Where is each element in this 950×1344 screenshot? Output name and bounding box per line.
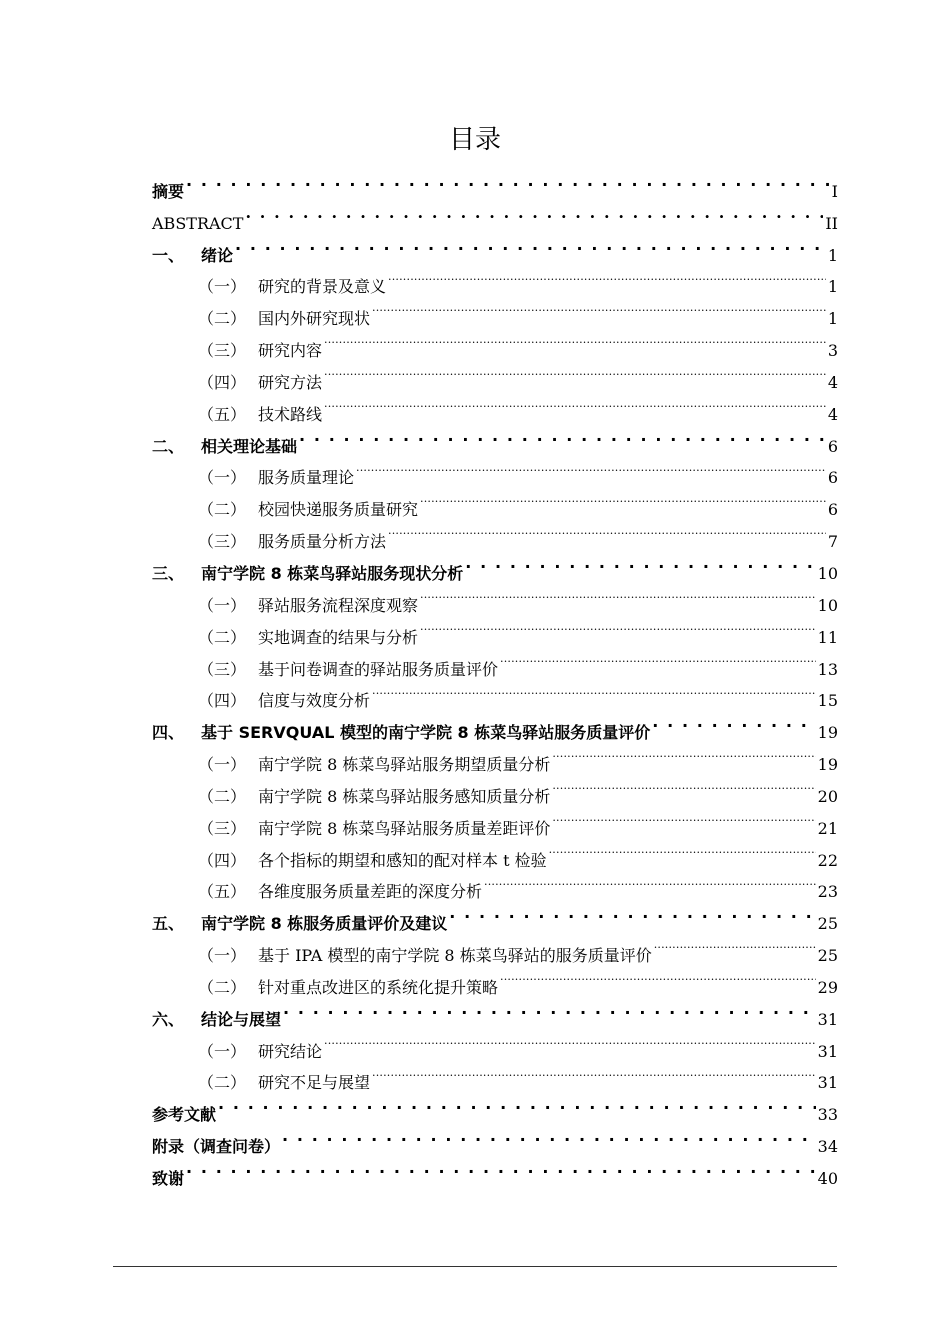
- toc-entry-page-number: 1: [827, 309, 838, 329]
- toc-entry-section[interactable]: [152, 261, 838, 297]
- toc-entry-page-number: 7: [827, 532, 838, 552]
- dot-leader: [324, 388, 826, 420]
- toc-entry-number: 二、: [152, 436, 185, 456]
- toc-entry-label: 校园快递服务质量研究: [258, 500, 419, 520]
- toc-entry-page-number: 11: [817, 627, 838, 647]
- toc-entry-page-number: 31: [817, 1073, 838, 1093]
- dot-leader: [186, 165, 830, 197]
- dot-leader: [420, 579, 816, 611]
- toc-entry-number: （一）: [198, 277, 247, 297]
- toc-entry-page-number: 19: [817, 723, 838, 743]
- toc-entry-number: （二）: [198, 627, 247, 647]
- toc-entry-label: 研究方法: [258, 372, 323, 392]
- toc-entry-number: （五）: [198, 404, 247, 424]
- toc-entry-number: （三）: [198, 659, 247, 679]
- toc-entry-page-number: 31: [817, 1041, 838, 1061]
- toc-entry-page-number: 6: [827, 500, 838, 520]
- toc-entry-label: 各维度服务质量差距的深度分析: [258, 882, 483, 902]
- toc-entry-label: 研究结论: [258, 1041, 323, 1061]
- toc-entry-number: 三、: [152, 563, 185, 583]
- toc-entry-page-number: 3: [827, 341, 838, 361]
- dot-leader: [356, 452, 826, 484]
- toc-entry-number: （一）: [198, 755, 247, 775]
- dot-leader: [654, 929, 816, 961]
- dot-leader: [245, 197, 823, 229]
- footer-divider: [113, 1266, 837, 1267]
- dot-leader: [449, 897, 815, 929]
- toc-entry-number: （五）: [198, 882, 247, 902]
- toc-entry-label: 相关理论基础: [201, 436, 298, 456]
- dot-leader: [324, 1025, 816, 1057]
- toc-entry-page-number: 6: [827, 436, 838, 456]
- toc-entry-label: 南宁学院 8 栋菜鸟驿站服务质量差距评价: [258, 818, 551, 838]
- toc-entry-label: 结论与展望: [201, 1009, 282, 1029]
- toc-entry-label: 研究不足与展望: [258, 1073, 371, 1093]
- toc-entry-label: 研究内容: [258, 341, 323, 361]
- toc-entry-number: （二）: [198, 1073, 247, 1093]
- toc-entry-page-number: 23: [817, 882, 838, 902]
- toc-entry-page-number: 31: [817, 1009, 838, 1029]
- toc-entry-number: （二）: [198, 309, 247, 329]
- toc-entry-label: 南宁学院 8 栋菜鸟驿站服务感知质量分析: [258, 786, 551, 806]
- toc-entry-page-number: I: [831, 181, 838, 201]
- toc-entry-chapter[interactable]: [152, 165, 838, 201]
- toc-entry-page-number: 21: [817, 818, 838, 838]
- dot-leader: [652, 706, 815, 738]
- toc-entry-label: 信度与效度分析: [258, 691, 371, 711]
- toc-entry-number: （四）: [198, 372, 247, 392]
- toc-entry-number: （二）: [198, 786, 247, 806]
- toc-entry-label: 针对重点改进区的系统化提升策略: [258, 977, 499, 997]
- dot-leader: [420, 483, 826, 515]
- toc-entry-label: 实地调查的结果与分析: [258, 627, 419, 647]
- toc-entry-number: 四、: [152, 723, 185, 743]
- toc-entry-chapter[interactable]: [152, 197, 838, 233]
- toc-entry-number: （二）: [198, 500, 247, 520]
- dot-leader: [500, 961, 816, 993]
- toc-entry-number: 一、: [152, 245, 185, 265]
- toc-entry-page-number: 13: [817, 659, 838, 679]
- dot-leader: [282, 1120, 816, 1152]
- toc-entry-label: 服务质量理论: [258, 468, 355, 488]
- toc-entry-number: （三）: [198, 532, 247, 552]
- toc-entry-page-number: 40: [817, 1169, 838, 1188]
- toc-entry-label: 研究的背景及意义: [258, 277, 387, 297]
- dot-leader: [465, 547, 815, 579]
- dot-leader: [372, 1057, 816, 1089]
- dot-leader: [552, 802, 815, 834]
- toc-entry-page-number: 10: [817, 563, 838, 583]
- toc-entry-label: ABSTRACT: [152, 213, 244, 233]
- dot-leader: [218, 1088, 816, 1120]
- toc-entry-page-number: 15: [817, 691, 838, 711]
- dot-leader: [420, 611, 816, 643]
- toc-entry-number: （四）: [198, 691, 247, 711]
- page-title: 目录: [448, 125, 501, 155]
- dot-leader: [484, 866, 816, 898]
- table-of-contents: [152, 165, 838, 1188]
- toc-entry-chapter[interactable]: [152, 229, 838, 265]
- toc-entry-number: （一）: [198, 595, 247, 615]
- toc-entry-number: （三）: [198, 818, 247, 838]
- toc-entry-label: 基于 IPA 模型的南宁学院 8 栋菜鸟驿站的服务质量评价: [258, 946, 652, 966]
- toc-entry-label: 驿站服务流程深度观察: [258, 595, 419, 615]
- toc-entry-number: 六、: [152, 1009, 185, 1029]
- toc-entry-number: （二）: [198, 977, 247, 997]
- toc-entry-page-number: 25: [817, 946, 838, 966]
- toc-entry-number: （三）: [198, 341, 247, 361]
- toc-entry-page-number: 29: [817, 977, 838, 997]
- toc-entry-label: 南宁学院 8 栋菜鸟驿站服务现状分析: [201, 563, 464, 583]
- toc-entry-label: 南宁学院 8 栋服务质量评价及建议: [201, 914, 448, 934]
- dot-leader: [372, 675, 816, 707]
- toc-entry-page-number: 1: [827, 277, 838, 297]
- dot-leader: [235, 229, 826, 261]
- toc-entry-number: （四）: [198, 850, 247, 870]
- dot-leader: [324, 324, 826, 356]
- toc-entry-page-number: 34: [817, 1137, 838, 1157]
- toc-entry-chapter[interactable]: [152, 1152, 838, 1188]
- toc-entry-label: 各个指标的期望和感知的配对样本 t 检验: [258, 850, 547, 870]
- toc-entry-number: 五、: [152, 914, 185, 934]
- toc-entry-page-number: 33: [817, 1105, 838, 1125]
- toc-entry-page-number: 10: [817, 595, 838, 615]
- toc-entry-number: （一）: [198, 946, 247, 966]
- toc-entry-number: （一）: [198, 1041, 247, 1061]
- dot-leader: [388, 261, 826, 293]
- toc-entry-label: 国内外研究现状: [258, 309, 371, 329]
- toc-entry-page-number: 25: [817, 914, 838, 934]
- dot-leader: [324, 356, 826, 388]
- toc-entry-chapter[interactable]: [152, 1088, 838, 1125]
- toc-entry-label: 参考文献: [152, 1105, 217, 1125]
- toc-entry-label: 基于 SERVQUAL 模型的南宁学院 8 栋菜鸟驿站服务质量评价: [201, 723, 651, 743]
- toc-entry-label: 致谢: [152, 1169, 185, 1188]
- dot-leader: [552, 770, 815, 802]
- toc-entry-label: 绪论: [201, 245, 234, 265]
- toc-entry-page-number: 4: [827, 372, 838, 392]
- toc-entry-label: 南宁学院 8 栋菜鸟驿站服务期望质量分析: [258, 755, 551, 775]
- dot-leader: [299, 420, 826, 452]
- toc-entry-chapter[interactable]: [152, 1120, 838, 1157]
- toc-entry-number: （一）: [198, 468, 247, 488]
- dot-leader: [549, 834, 816, 866]
- toc-entry-page-number: 6: [827, 468, 838, 488]
- toc-entry-page-number: 4: [827, 404, 838, 424]
- toc-entry-label: 技术路线: [258, 404, 323, 424]
- dot-leader: [552, 738, 815, 770]
- toc-entry-label: 服务质量分析方法: [258, 532, 387, 552]
- toc-entry-page-number: 1: [827, 245, 838, 265]
- dot-leader: [186, 1152, 816, 1184]
- toc-entry-page-number: 19: [817, 755, 838, 775]
- dot-leader: [372, 292, 826, 324]
- toc-entry-label: 附录（调查问卷）: [152, 1137, 281, 1157]
- dot-leader: [283, 993, 816, 1025]
- dot-leader: [500, 643, 816, 675]
- toc-entry-label: 基于问卷调查的驿站服务质量评价: [258, 659, 499, 679]
- toc-entry-page-number: 20: [817, 786, 838, 806]
- toc-entry-label: 摘要: [152, 181, 185, 201]
- toc-entry-page-number: II: [825, 213, 838, 233]
- toc-entry-page-number: 22: [817, 850, 838, 870]
- dot-leader: [388, 515, 826, 547]
